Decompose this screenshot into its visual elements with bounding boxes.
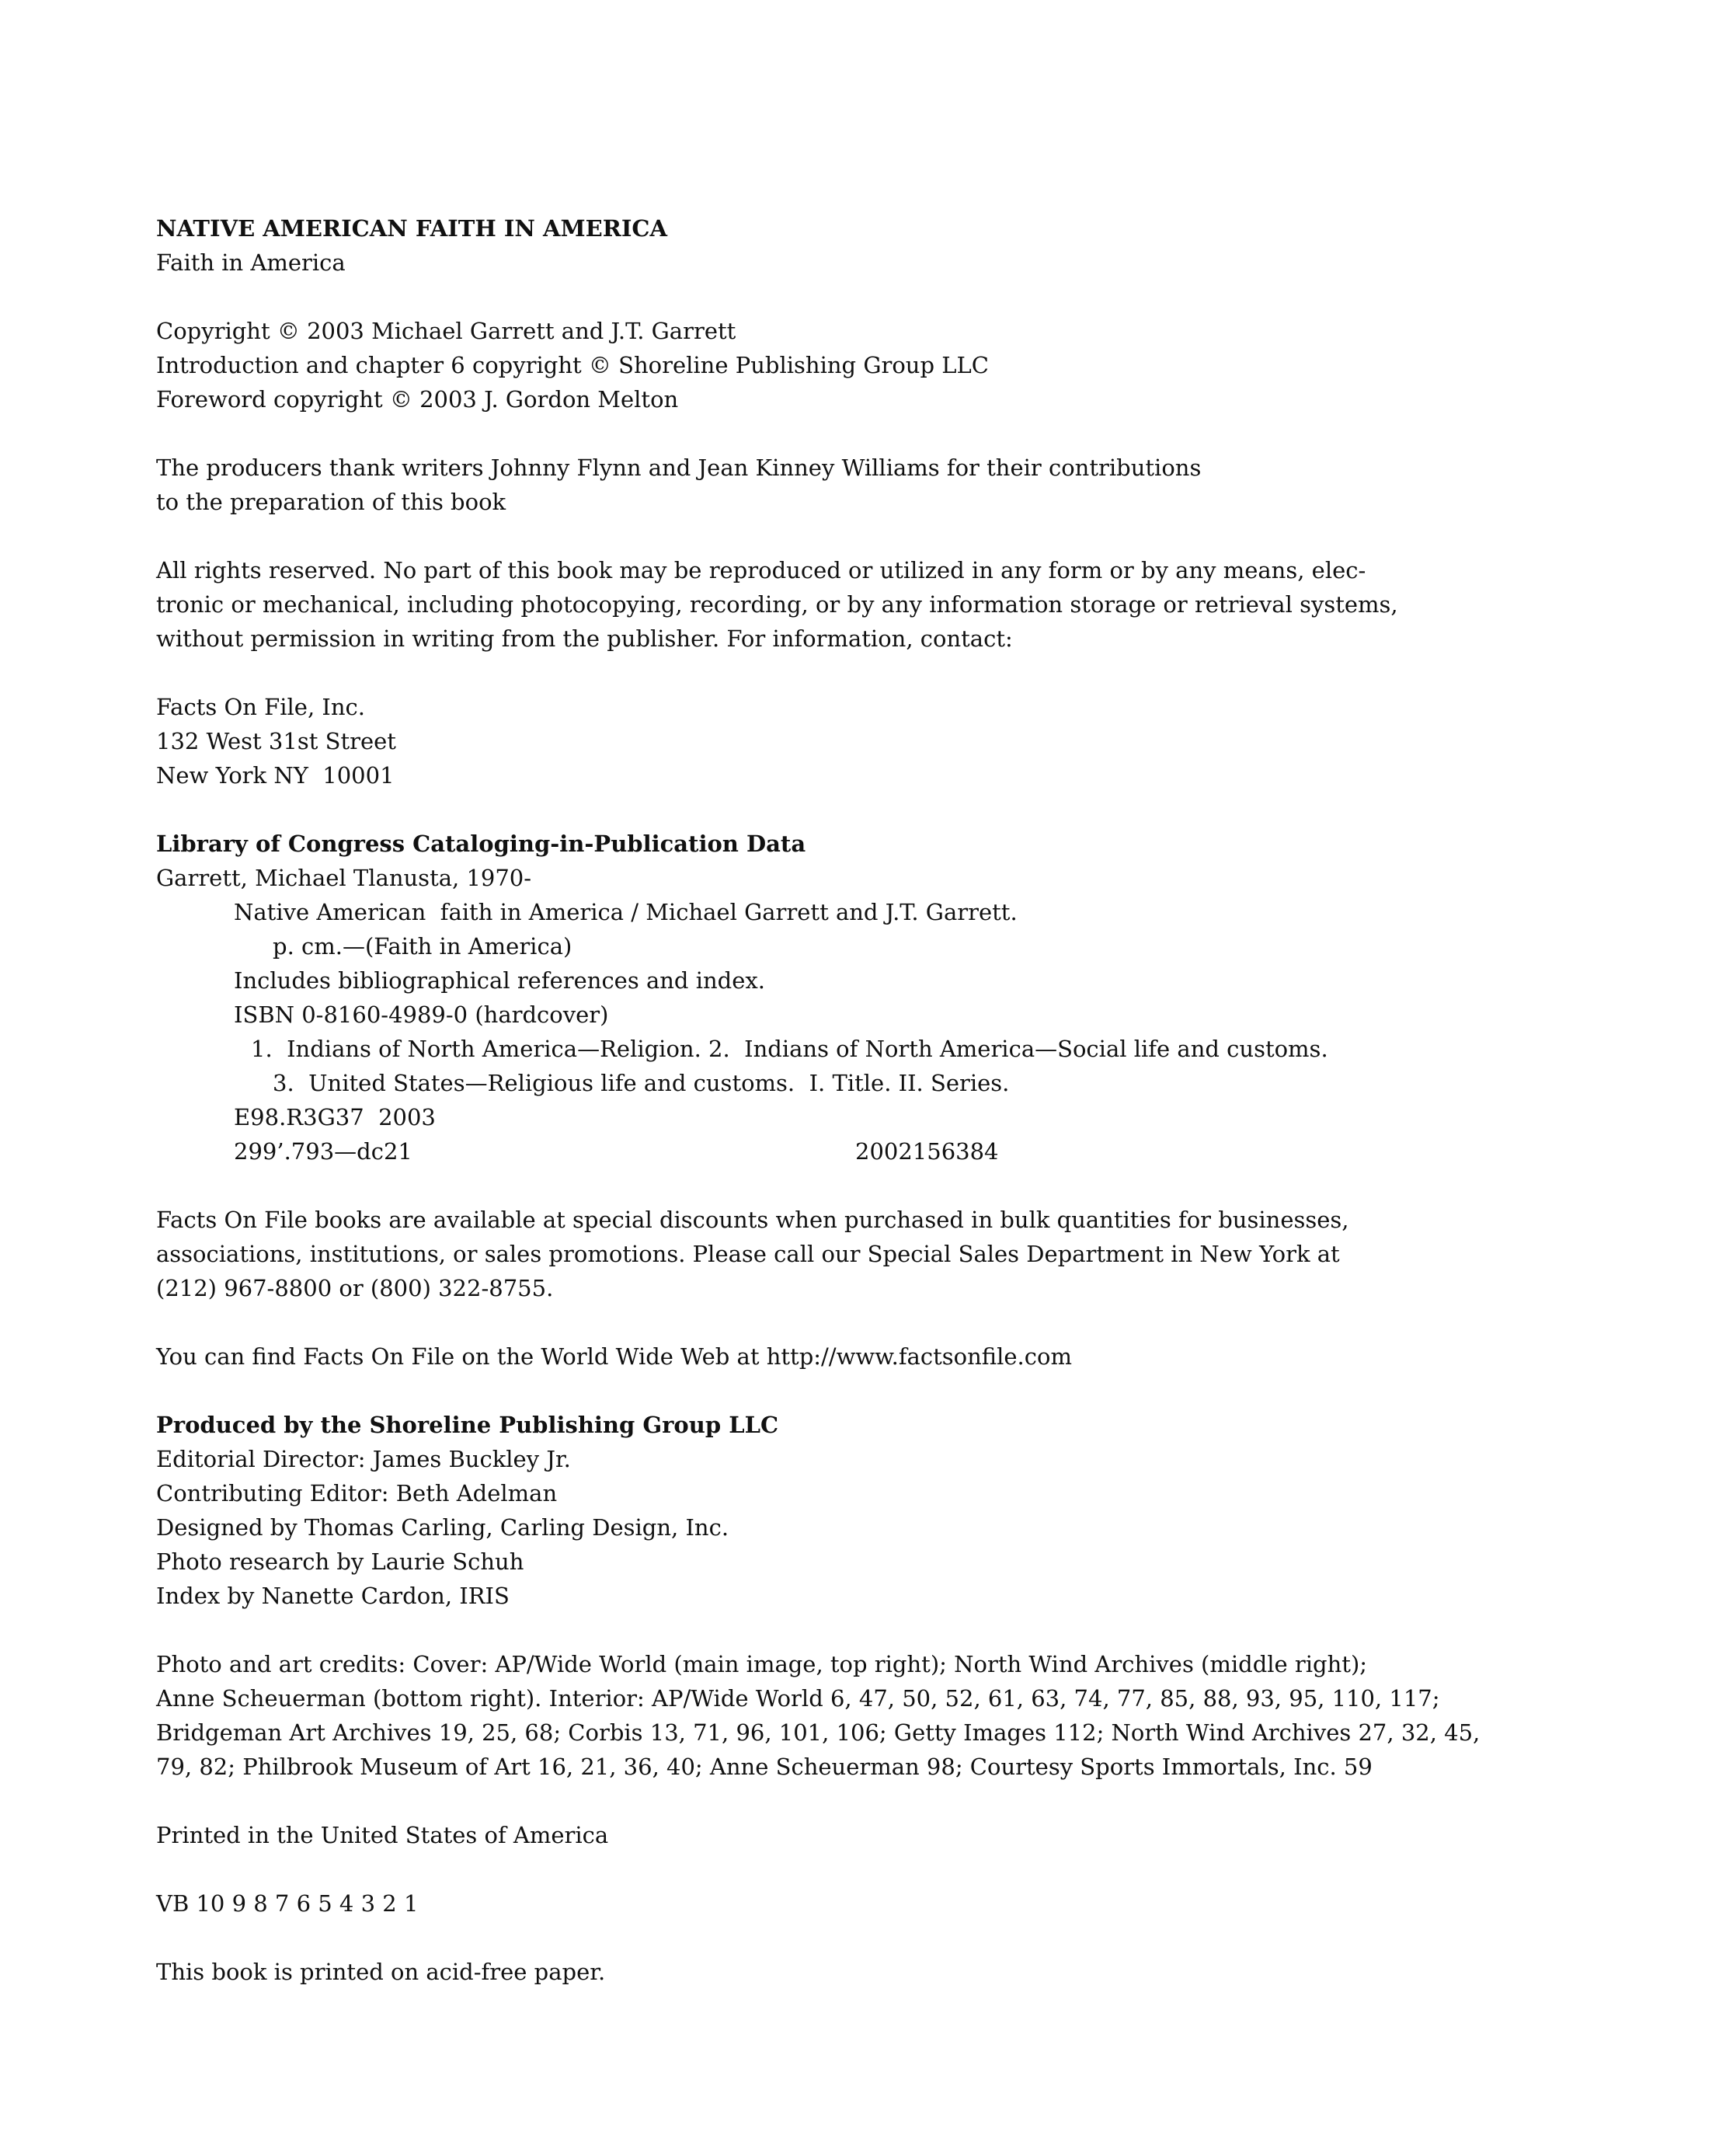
cip-lccn: 2002156384: [855, 1138, 999, 1165]
copyright-line: Copyright © 2003 Michael Garrett and J.T. Garrett: [156, 318, 736, 344]
copyright-line: Introduction and chapter 6 copyright © Shoreline Publishing Group LLC: [156, 352, 989, 378]
cip-subjects: 1. Indians of North America—Religion. 2. Indians of North America—Social life and customs.: [251, 1036, 1328, 1062]
cip-title: Native American faith in America / Michael Garrett and J.T. Garrett.: [234, 899, 1018, 925]
sales-line: (212) 967-8800 or (800) 322-8755.: [156, 1275, 554, 1301]
production-line: Contributing Editor: Beth Adelman: [156, 1480, 558, 1506]
thanks-line: to the preparation of this book: [156, 489, 506, 515]
cip-call-number: E98.R3G37 2003: [234, 1104, 436, 1130]
cip-heading: Library of Congress Cataloging-in-Publication Data: [156, 831, 806, 857]
printing-number-line: VB 10 9 8 7 6 5 4 3 2 1: [156, 1890, 419, 1917]
production-heading: Produced by the Shoreline Publishing Group LLC: [156, 1412, 779, 1438]
publisher-address-line: 132 West 31st Street: [156, 728, 396, 754]
paper-line: This book is printed on acid-free paper.: [156, 1959, 606, 1985]
cip-subjects: 3. United States—Religious life and customs. I. Title. II. Series.: [273, 1070, 1010, 1096]
credits-line: 79, 82; Philbrook Museum of Art 16, 21, 36, 40; Anne Scheuerman 98; Courtesy Sports Immortals, Inc. 59: [156, 1754, 1373, 1780]
book-title: NATIVE AMERICAN FAITH IN AMERICA: [156, 215, 667, 242]
cip-includes: Includes bibliographical references and index.: [234, 967, 765, 994]
web-line: You can find Facts On File on the World Wide Web at http://www.factsonfile.com: [156, 1343, 1072, 1370]
copyright-page: [156, 211, 1632, 1989]
cip-dewey: 299’.793—dc21: [234, 1138, 412, 1165]
cip-classification-row: [156, 1134, 1632, 1169]
sales-line: Facts On File books are available at special discounts when purchased in bulk quantities for businesses,: [156, 1207, 1349, 1233]
publisher-address-line: New York NY 10001: [156, 762, 395, 789]
series-name: Faith in America: [156, 249, 346, 276]
copyright-line: Foreword copyright © 2003 J. Gordon Melton: [156, 386, 679, 413]
credits-line: Anne Scheuerman (bottom right). Interior: AP/Wide World 6, 47, 50, 52, 61, 63, 74, 77, 85, 88, 93, 95, 110, 117;: [156, 1685, 1440, 1712]
sales-line: associations, institutions, or sales promotions. Please call our Special Sales Department in New York at: [156, 1241, 1340, 1267]
credits-line: Bridgeman Art Archives 19, 25, 68; Corbis 13, 71, 96, 101, 106; Getty Images 112; North Wind Archives 27, 32, 45,: [156, 1719, 1481, 1746]
production-line: Designed by Thomas Carling, Carling Design, Inc.: [156, 1514, 729, 1541]
production-line: Photo research by Laurie Schuh: [156, 1548, 524, 1575]
production-line: Editorial Director: James Buckley Jr.: [156, 1446, 571, 1472]
cip-isbn: ISBN 0-8160-4989-0 (hardcover): [234, 1001, 609, 1028]
cip-pcm: p. cm.—(Faith in America): [273, 933, 572, 960]
publisher-address-line: Facts On File, Inc.: [156, 694, 365, 720]
rights-line: tronic or mechanical, including photocopying, recording, or by any information storage or retrieval systems,: [156, 591, 1398, 618]
printed-line: Printed in the United States of America: [156, 1822, 609, 1848]
cip-author: Garrett, Michael Tlanusta, 1970-: [156, 865, 532, 891]
production-line: Index by Nanette Cardon, IRIS: [156, 1583, 510, 1609]
rights-line: All rights reserved. No part of this book may be reproduced or utilized in any form or by any means, elec-: [156, 557, 1366, 583]
thanks-line: The producers thank writers Johnny Flynn and Jean Kinney Williams for their contributions: [156, 455, 1202, 481]
rights-line: without permission in writing from the publisher. For information, contact:: [156, 625, 1013, 652]
credits-line: Photo and art credits: Cover: AP/Wide World (main image, top right); North Wind Archives (middle right);: [156, 1651, 1368, 1677]
